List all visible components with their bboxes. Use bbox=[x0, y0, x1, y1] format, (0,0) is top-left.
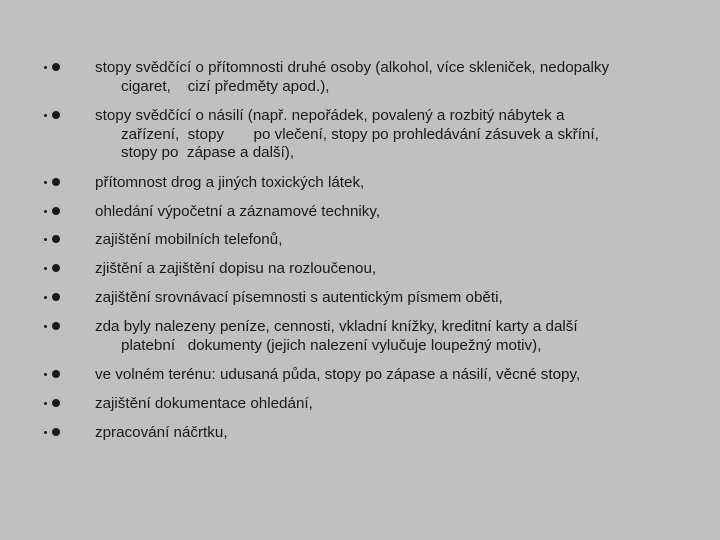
bullet-icon bbox=[44, 60, 74, 76]
list-item-text bbox=[95, 203, 695, 222]
list-item-text bbox=[95, 289, 695, 308]
list-item-text bbox=[95, 366, 695, 385]
list-item-text bbox=[95, 260, 695, 279]
list-item-line: zařízení, stopy po vlečení, stopy po prohledávání zásuvek a skříní, bbox=[121, 125, 599, 143]
list-item-line: stopy svědčící o přítomnosti druhé osoby (alkohol, více skleniček, nedopalky bbox=[95, 59, 610, 76]
bullet-icon bbox=[44, 175, 74, 191]
list-item-line: zda byly nalezeny peníze, cennosti, vkladní knížky, kreditní karty a další bbox=[95, 318, 578, 335]
list-item-line: zjištění a zajištění dopisu na rozloučenou, bbox=[95, 260, 377, 277]
list-item-text bbox=[95, 395, 695, 414]
list-item-line: přítomnost drog a jiných toxických látek, bbox=[95, 174, 365, 191]
bullet-icon bbox=[44, 108, 74, 124]
list-item-text bbox=[95, 318, 695, 355]
bullet-icon bbox=[44, 367, 74, 383]
list-item-line: stopy svědčící o násilí (např. nepořádek, povalený a rozbitý nábytek a bbox=[95, 107, 565, 124]
list-item-line: zajištění dokumentace ohledání, bbox=[95, 395, 313, 412]
list-item-line: platební dokumenty (jejich nalezení vylučuje loupežný motiv), bbox=[121, 336, 542, 354]
bullet-icon bbox=[44, 261, 74, 277]
bullet-icon bbox=[44, 290, 74, 306]
list-item-text bbox=[95, 107, 695, 163]
list-item-text bbox=[95, 174, 695, 193]
bullet-icon bbox=[44, 204, 74, 220]
list-item-line: ve volném terénu: udusaná půda, stopy po zápase a násilí, věcné stopy, bbox=[95, 366, 581, 383]
list-item-text bbox=[95, 424, 695, 443]
list-item-line: zpracování náčrtku, bbox=[95, 424, 228, 441]
list-item-line: zajištění srovnávací písemnosti s autentickým písmem oběti, bbox=[95, 289, 503, 306]
list-item-text bbox=[95, 59, 695, 96]
list-item-text bbox=[95, 231, 695, 250]
list-item-line: zajištění mobilních telefonů, bbox=[95, 231, 283, 248]
bullet-icon bbox=[44, 396, 74, 412]
list-item-line: ohledání výpočetní a záznamové techniky, bbox=[95, 203, 381, 220]
bullet-icon bbox=[44, 319, 74, 335]
bullet-icon bbox=[44, 425, 74, 441]
list-item-line: cigaret, cizí předměty apod.), bbox=[121, 77, 330, 95]
list-item-line: stopy po zápase a další), bbox=[121, 144, 295, 161]
bullet-icon bbox=[44, 232, 74, 248]
